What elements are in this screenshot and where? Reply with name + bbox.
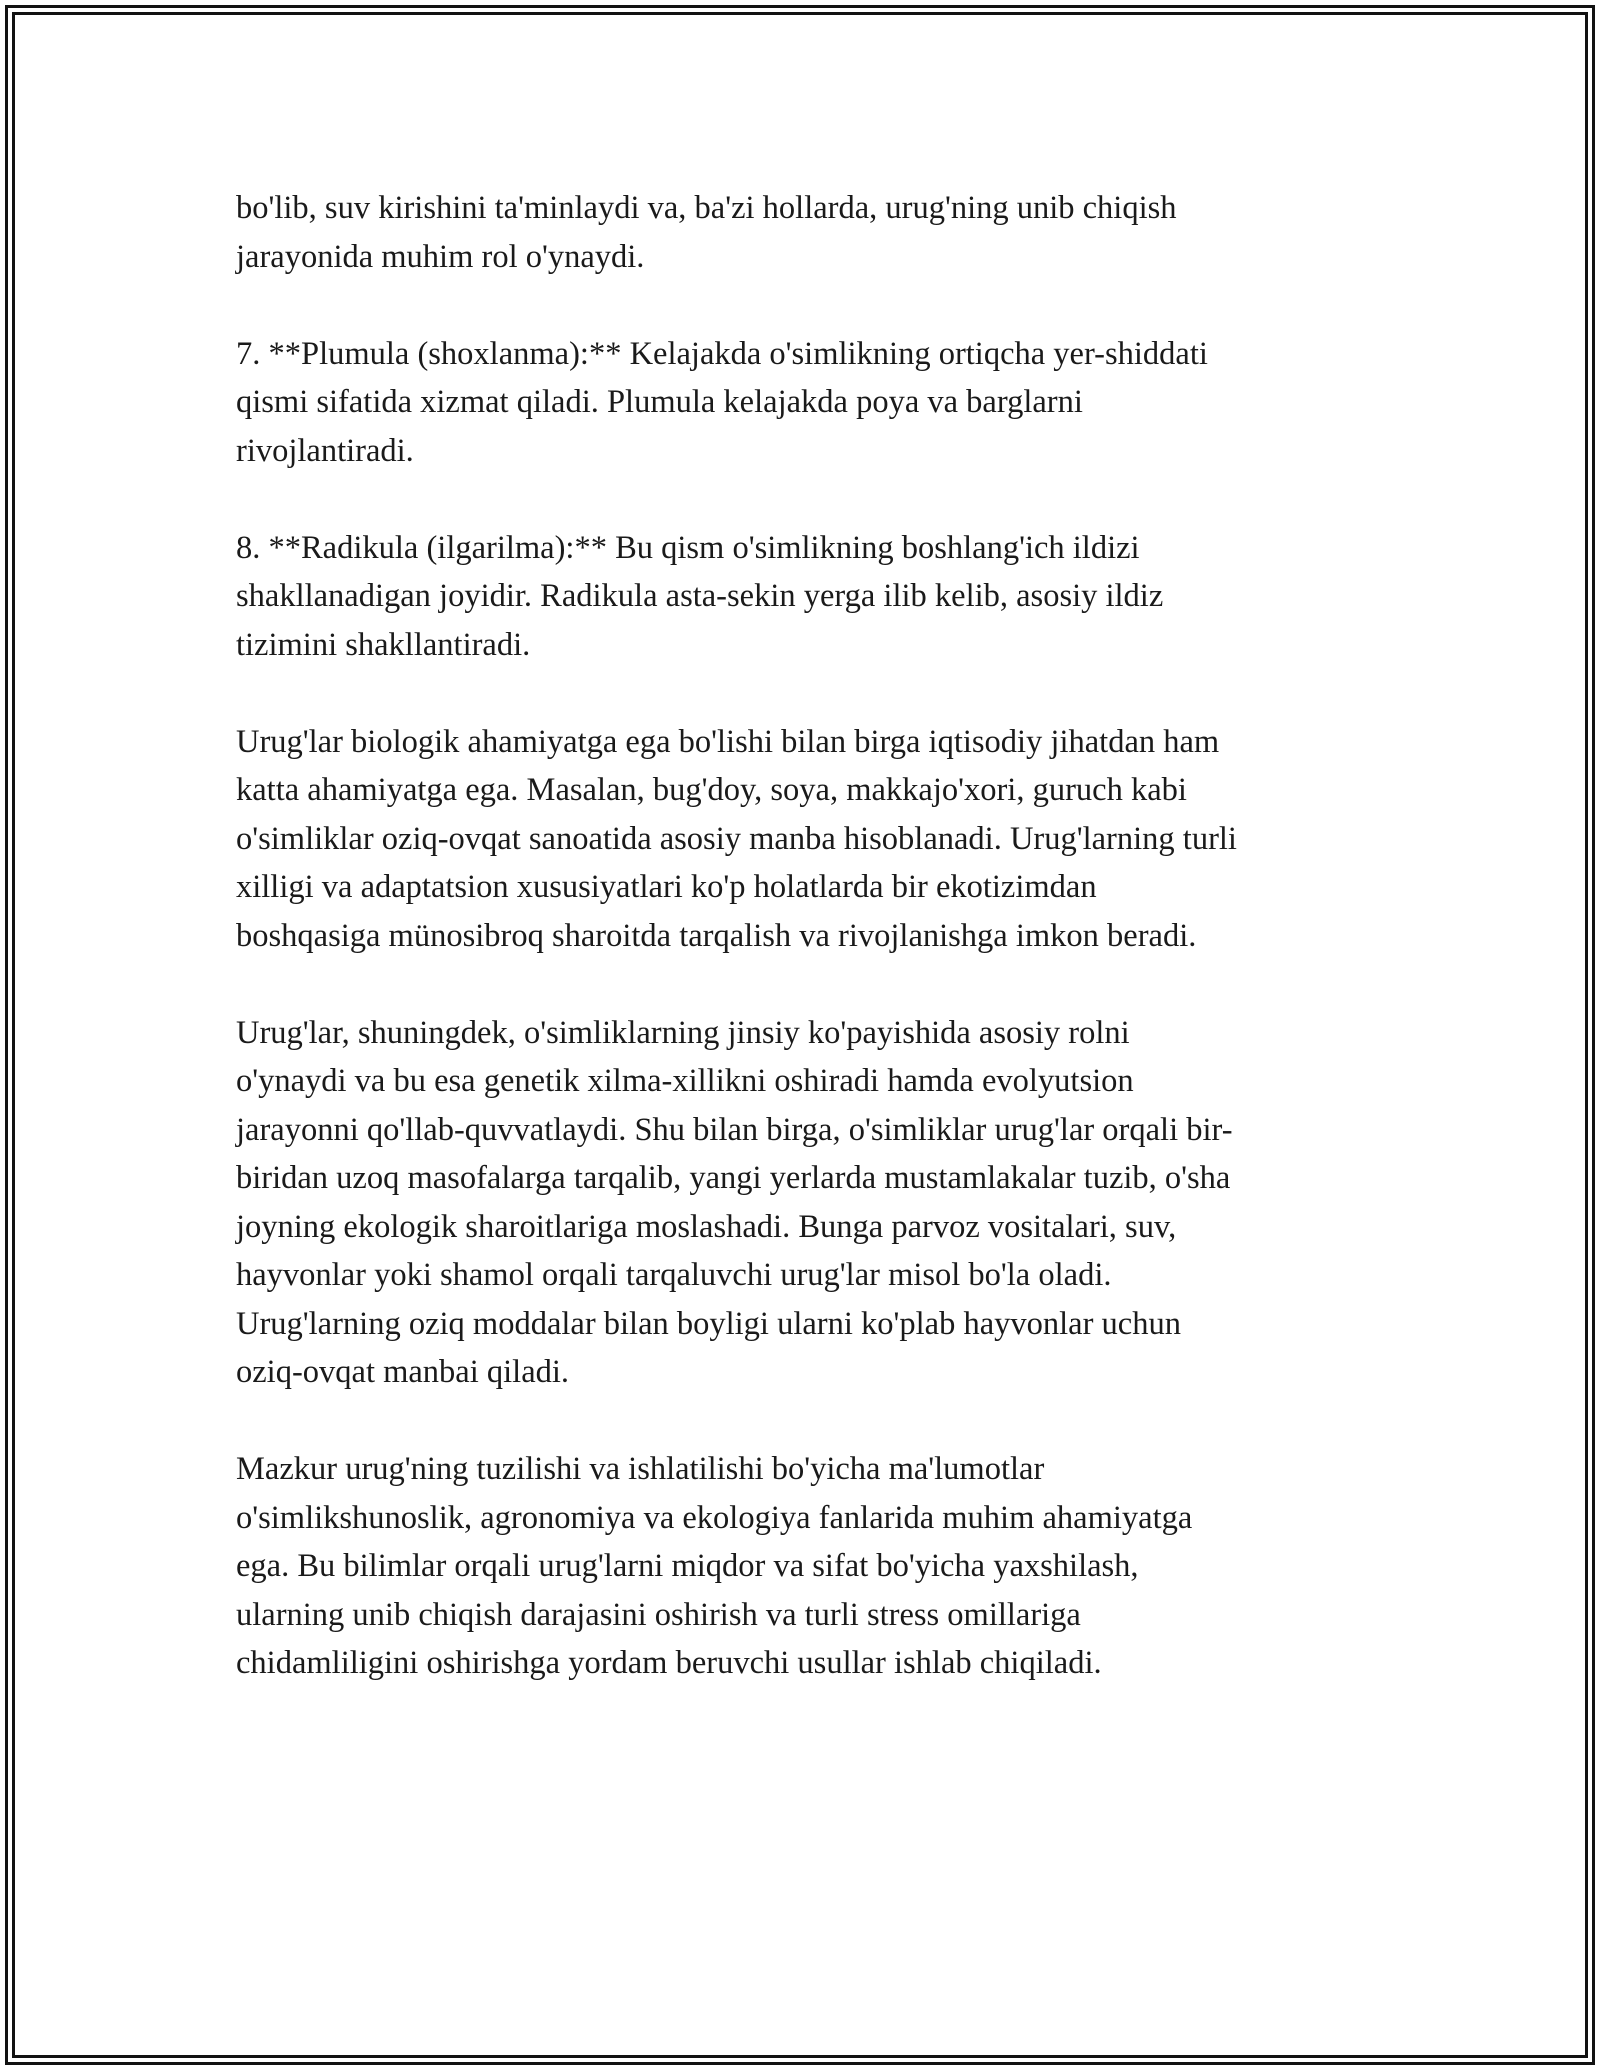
paragraph: Mazkur urug'ning tuzilishi va ishlatilishi bo'yicha ma'lumotlar o'simlikshunoslik, agronomiya va ekologiya fanlarida muhim ahamiyatga ega. Bu bilimlar orqali urug'larni miqdor va sifat bo'yicha yaxshilash, ularning unib chiqish darajasini oshirish va turli stress omillariga chidamliligini oshirishga yordam beruvchi usullar ishlab chiqiladi. — [236, 1451, 1193, 1681]
paragraph: bo'lib, suv kirishini ta'minlaydi va, ba'zi hollarda, urug'ning unib chiqish jarayonida muhim rol o'ynaydi. — [236, 190, 1177, 275]
paragraph: Urug'lar biologik ahamiyatga ega bo'lishi bilan birga iqtisodiy jihatdan ham katta ahamiyatga ega. Masalan, bug'doy, soya, makkajo'xori, guruch kabi o'simliklar oziq-ovqat sanoatida asosiy manba hisoblanadi. Urug'larning turli xilligi va adaptatsion xususiyatlari ko'p holatlarda bir ekotizimdan boshqasiga münosibroq sharoitda tarqalish va rivojlanishga imkon beradi. — [236, 723, 1237, 954]
document-body — [236, 184, 1372, 1736]
paragraph: 7. **Plumula (shoxlanma):** Kelajakda o'simlikning ortiqcha yer-shiddati qismi sifatida xizmat qiladi. Plumula kelajakda poya va barglarni rivojlantiradi. — [236, 335, 1208, 469]
paragraph: 8. **Radikula (ilgarilma):** Bu qism o'simlikning boshlang'ich ildizi shakllanadigan joyidir. Radikula asta-sekin yerga ilib kelib, asosiy ildiz tizimini shakllantiradi. — [236, 529, 1164, 663]
paragraph: Urug'lar, shuningdek, o'simliklarning jinsiy ko'payishida asosiy rolni o'ynaydi va bu esa genetik xilma-xillikni oshiradi hamda evolyutsion jarayonni qo'llab-quvvatlaydi. Shu bilan birga, o'simliklar urug'lar orqali bir- biridan uzoq masofalarga tarqalib, yangi yerlarda mustamlakalar tuzib, o'sha joyning ekologik sharoitlariga moslashadi. Bunga parvoz vositalari, suv, hayvonlar yoki shamol orqali tarqaluvchi urug'lar misol bo'la oladi. Urug'larning oziq moddalar bilan boyligi ularni ko'plab hayvonlar uchun oziq-ovqat manbai qiladi. — [236, 1014, 1233, 1390]
